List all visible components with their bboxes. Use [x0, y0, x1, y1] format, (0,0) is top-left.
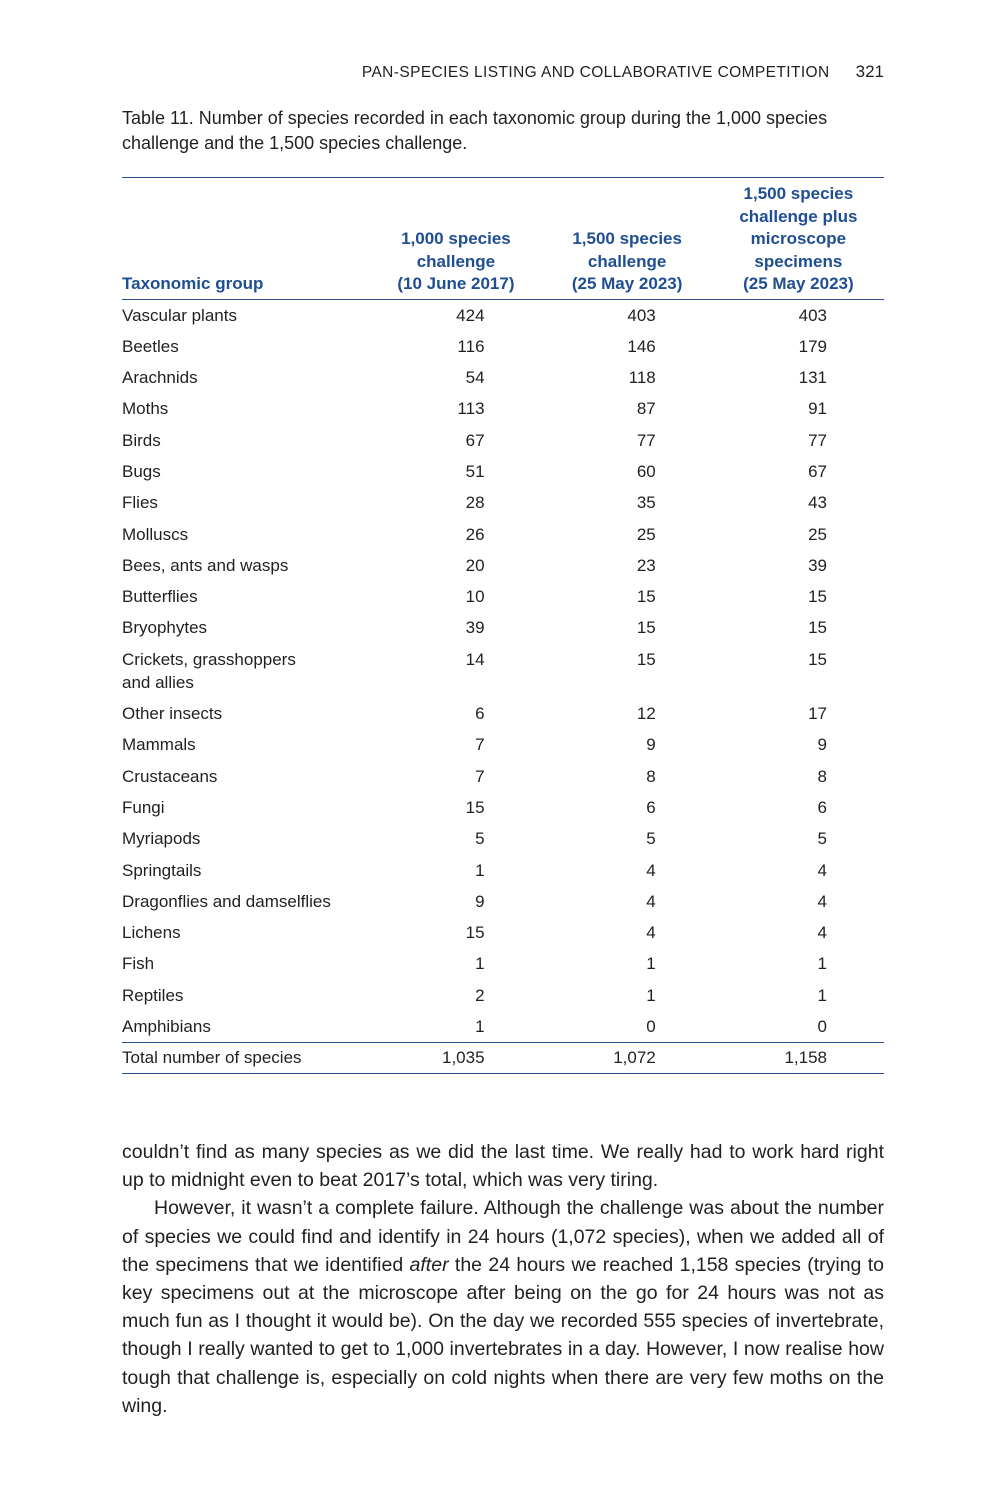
- taxonomic-group-cell: [122, 612, 370, 643]
- table-row: [122, 729, 884, 760]
- count-cell-v2: 15: [636, 587, 656, 607]
- table-row: [122, 550, 884, 581]
- count-cell-v2: 5: [646, 829, 656, 849]
- group-name: Crustaceans: [122, 766, 218, 786]
- taxonomic-group-cell: [122, 886, 370, 917]
- group-name: Birds: [122, 430, 161, 450]
- count-cell-v1: 7: [475, 766, 485, 786]
- table-header: [122, 178, 884, 300]
- count-cell-v3: 4: [817, 860, 827, 880]
- header-line: challenge: [587, 251, 667, 271]
- count-cell-v3: 8: [817, 766, 827, 786]
- count-cell-v3: 15: [808, 618, 827, 638]
- taxonomic-group-cell: [122, 519, 370, 550]
- header-1000-challenge: [370, 178, 541, 300]
- table-row: [122, 855, 884, 886]
- taxonomic-group-cell: [122, 299, 370, 331]
- paragraph-2-end: the 24 hours we reached 1,158 species (trying to key specimens out at the microscope after being on the go for 24 hours was not as much fun as I thought it would be). On the day we recorded 555 species of invertebrate, though I really wanted to get to 1,000 invertebrates in a day. However, I now realise how tough that challenge is, especially on cold nights when there are very few moths on the wing.: [122, 1253, 884, 1417]
- taxonomic-group-cell: [122, 487, 370, 518]
- header-line: (25 May 2023): [743, 274, 854, 293]
- header-line: 1,500 species: [743, 184, 854, 203]
- taxonomic-group-cell: [122, 761, 370, 792]
- total-value-2023-microscope: 1,158: [784, 1048, 827, 1068]
- count-cell-v2: 12: [636, 704, 656, 724]
- total-value-2023: 1,072: [613, 1048, 656, 1068]
- table-row: [122, 519, 884, 550]
- count-cell-v1: 39: [465, 618, 485, 638]
- header-line: 1,500 species: [572, 229, 682, 248]
- paragraph-2: [122, 1194, 884, 1420]
- table-caption: Table 11. Number of species recorded in each taxonomic group during the 1,000 species challenge and the 1,500 species challenge.: [122, 108, 828, 153]
- count-cell-v3: 9: [817, 735, 827, 755]
- taxonomic-group-cell: [122, 550, 370, 581]
- table-row: [122, 948, 884, 979]
- taxonomic-group-cell: [122, 729, 370, 760]
- group-name: Lichens: [122, 923, 181, 943]
- count-cell-v1: 113: [457, 399, 485, 419]
- group-name: Mammals: [122, 735, 196, 755]
- table-row: [122, 487, 884, 518]
- count-cell-v1: 9: [475, 891, 485, 911]
- count-cell-v2: 9: [646, 735, 656, 755]
- table-row: [122, 980, 884, 1011]
- group-name: Myriapods: [122, 829, 201, 849]
- table-row: [122, 581, 884, 612]
- count-cell-v1: 1: [475, 954, 485, 974]
- taxonomic-group-cell: [122, 581, 370, 612]
- header-1500-challenge: [542, 178, 713, 300]
- count-cell-v1: 67: [465, 430, 485, 450]
- group-name: Other insects: [122, 704, 223, 724]
- table-row: [122, 299, 884, 331]
- group-name: Bryophytes: [122, 618, 208, 638]
- count-cell-v1: 14: [465, 649, 485, 669]
- count-cell-v1: 20: [465, 555, 485, 575]
- table-row: [122, 393, 884, 424]
- table-row: [122, 331, 884, 362]
- count-cell-v1: 6: [475, 704, 485, 724]
- count-cell-v2: 25: [636, 524, 656, 544]
- count-cell-v3: 67: [808, 461, 827, 481]
- count-cell-v2: 35: [636, 493, 656, 513]
- group-name: Bugs: [122, 461, 161, 481]
- count-cell-v3: 6: [817, 797, 827, 817]
- taxonomic-group-cell: [122, 331, 370, 362]
- count-cell-v2: 403: [627, 305, 656, 325]
- total-row: [122, 1043, 884, 1074]
- count-cell-v2: 4: [646, 860, 656, 880]
- header-line: challenge plus: [739, 206, 858, 226]
- count-cell-v3: 179: [798, 336, 827, 356]
- header-line: microscope: [750, 229, 847, 248]
- count-cell-v3: 5: [817, 829, 827, 849]
- group-name: Molluscs: [122, 524, 189, 544]
- count-cell-v1: 10: [465, 587, 485, 607]
- count-cell-v3: 1: [817, 985, 827, 1005]
- count-cell-v3: 4: [817, 923, 827, 943]
- taxonomic-group-cell: [122, 980, 370, 1011]
- group-name: Flies: [122, 493, 158, 513]
- header-1500-plus-microscope: [713, 178, 884, 300]
- running-head-title: PAN-SPECIES LISTING AND COLLABORATIVE COMPETITION: [361, 64, 830, 81]
- count-cell-v3: 15: [808, 649, 827, 669]
- taxonomic-group-cell: [122, 1011, 370, 1043]
- count-cell-v3: 15: [808, 587, 827, 607]
- count-cell-v3: 1: [817, 954, 827, 974]
- count-cell-v3: 4: [817, 891, 827, 911]
- count-cell-v2: 77: [636, 430, 656, 450]
- group-name: Dragonflies and damselflies: [122, 891, 331, 911]
- count-cell-v3: 91: [808, 399, 827, 419]
- count-cell-v1: 15: [465, 923, 485, 943]
- header-line: specimens: [754, 251, 843, 271]
- group-name: Beetles: [122, 336, 179, 356]
- count-cell-v1: 26: [465, 524, 485, 544]
- count-cell-v1: 28: [465, 493, 485, 513]
- taxonomic-group-cell: [122, 698, 370, 729]
- taxonomic-group-cell: [122, 917, 370, 948]
- count-cell-v2: 60: [636, 461, 656, 481]
- table-row: [122, 761, 884, 792]
- count-cell-v2: 4: [646, 923, 656, 943]
- count-cell-v1: 424: [456, 305, 485, 325]
- count-cell-v1: 54: [465, 368, 485, 388]
- taxonomic-group-cell: [122, 644, 370, 698]
- taxonomic-group-cell: [122, 823, 370, 854]
- group-name: Moths: [122, 399, 169, 419]
- table-row: [122, 886, 884, 917]
- group-name: Reptiles: [122, 985, 184, 1005]
- running-head: [122, 62, 884, 82]
- species-table: [122, 177, 884, 1074]
- count-cell-v3: 77: [808, 430, 827, 450]
- table-row: [122, 644, 884, 698]
- header-taxonomic-group: Taxonomic group: [122, 274, 264, 293]
- count-cell-v2: 0: [646, 1017, 656, 1037]
- total-label: Total number of species: [122, 1048, 302, 1068]
- emphasis-after: after: [409, 1253, 449, 1276]
- taxonomic-group-cell: [122, 362, 370, 393]
- taxonomic-group-cell: [122, 792, 370, 823]
- total-value-2017: 1,035: [441, 1048, 485, 1068]
- taxonomic-group-cell: [122, 393, 370, 424]
- count-cell-v3: 39: [808, 555, 827, 575]
- count-cell-v3: 131: [798, 368, 827, 388]
- count-cell-v1: 1: [475, 860, 485, 880]
- group-name-line2: and allies: [122, 672, 194, 692]
- count-cell-v1: 5: [475, 829, 485, 849]
- count-cell-v3: 17: [808, 704, 827, 724]
- table-row: [122, 362, 884, 393]
- count-cell-v2: 1: [646, 985, 656, 1005]
- group-name: Springtails: [122, 860, 202, 880]
- count-cell-v2: 146: [627, 336, 656, 356]
- table-row: [122, 698, 884, 729]
- count-cell-v2: 4: [646, 891, 656, 911]
- taxonomic-group-cell: [122, 855, 370, 886]
- count-cell-v2: 87: [636, 399, 656, 419]
- count-cell-v3: 25: [808, 524, 827, 544]
- taxonomic-group-cell: [122, 948, 370, 979]
- header-line: 1,000 species: [401, 229, 511, 248]
- group-name: Fish: [122, 954, 155, 974]
- count-cell-v1: 15: [465, 797, 485, 817]
- table-row: [122, 823, 884, 854]
- count-cell-v1: 2: [475, 985, 485, 1005]
- group-name: Crickets, grasshoppers: [122, 649, 296, 669]
- page-number: 321: [855, 62, 884, 81]
- count-cell-v2: 8: [646, 766, 656, 786]
- header-line: (25 May 2023): [571, 274, 683, 293]
- group-name: Amphibians: [122, 1017, 211, 1037]
- group-name: Bees, ants and wasps: [122, 555, 289, 575]
- count-cell-v1: 116: [457, 336, 485, 356]
- table-row: [122, 917, 884, 948]
- table-row: [122, 612, 884, 643]
- table-row: [122, 456, 884, 487]
- taxonomic-group-cell: [122, 425, 370, 456]
- count-cell-v1: 7: [475, 735, 485, 755]
- body-text: [122, 1138, 884, 1420]
- count-cell-v1: 1: [475, 1017, 485, 1037]
- paragraph-2-start: However, it wasn’t a complete failure. Although the challenge was about the number of species we could find and identify in 24 hours (1,072 species), when we added all of the specimens that we identified: [122, 1197, 884, 1276]
- table-row: [122, 1011, 884, 1043]
- header-line: challenge: [416, 251, 496, 271]
- group-name: Butterflies: [122, 587, 198, 607]
- group-name: Fungi: [122, 797, 165, 817]
- count-cell-v1: 51: [465, 461, 485, 481]
- header-line: (10 June 2017): [397, 274, 515, 293]
- count-cell-v3: 43: [808, 493, 827, 513]
- table-body: [122, 299, 884, 1043]
- count-cell-v2: 6: [646, 797, 656, 817]
- taxonomic-group-cell: [122, 456, 370, 487]
- table-row: [122, 425, 884, 456]
- paragraph-1: couldn’t find as many species as we did the last time. We really had to work hard right up to midnight even to beat 2017’s total, which was very tiring.: [122, 1141, 884, 1192]
- count-cell-v2: 23: [636, 555, 656, 575]
- table-row: [122, 792, 884, 823]
- count-cell-v3: 0: [817, 1017, 827, 1037]
- count-cell-v2: 1: [646, 954, 656, 974]
- count-cell-v3: 403: [798, 305, 827, 325]
- count-cell-v2: 15: [636, 649, 656, 669]
- group-name: Vascular plants: [122, 305, 237, 325]
- count-cell-v2: 118: [628, 368, 656, 388]
- group-name: Arachnids: [122, 368, 198, 388]
- count-cell-v2: 15: [636, 618, 656, 638]
